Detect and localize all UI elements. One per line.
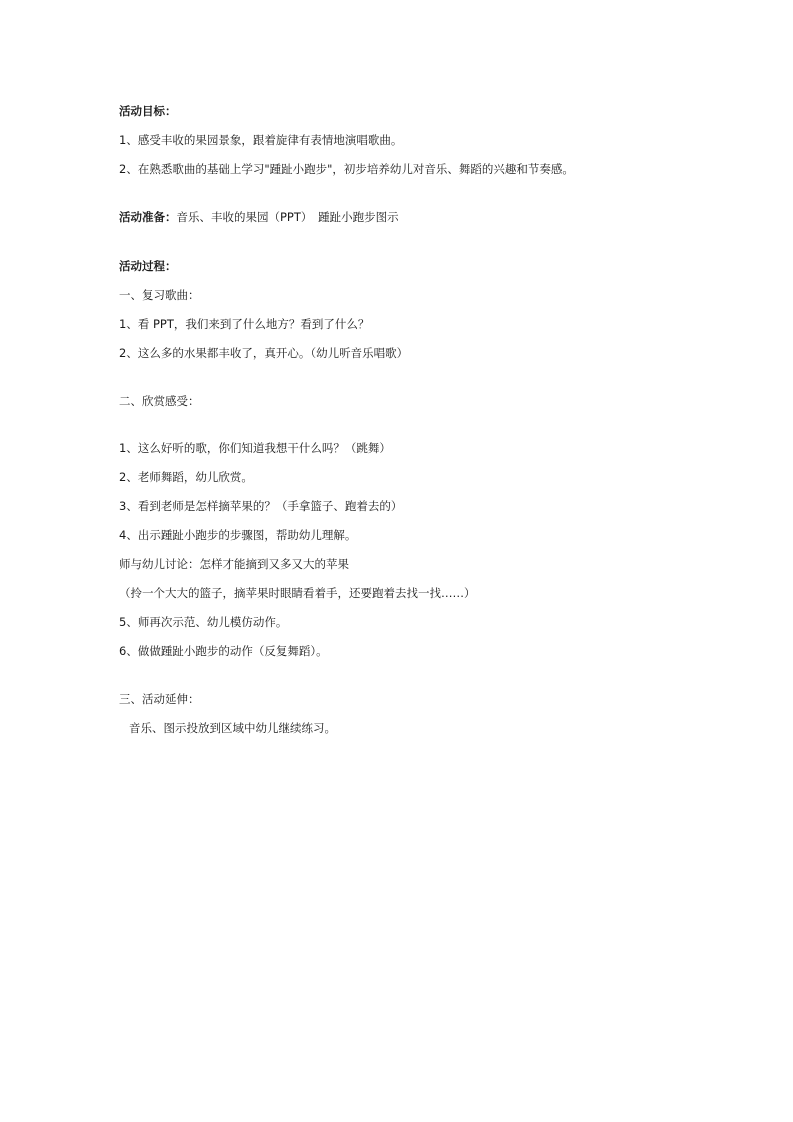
prep-paragraph <box>119 209 399 225</box>
goal-heading: 活动目标： <box>119 104 177 118</box>
discussion-detail: （拎一个大大的篮子，摘苹果时眼睛看着手，还要跑着去找一找……） <box>119 586 476 600</box>
list-item: 4、出示踵趾小跑步的步骤图，帮助幼儿理解。 <box>119 528 357 542</box>
goal-item: 2、在熟悉歌曲的基础上学习"踵趾小跑步"，初步培养幼儿对音乐、舞蹈的兴趣和节奏感。 <box>119 162 574 176</box>
section-title: 二、欣赏感受： <box>119 394 200 408</box>
section-title: 三、活动延伸： <box>119 692 200 706</box>
list-item: 2、这么多的水果都丰收了，真开心。（幼儿听音乐唱歌） <box>119 346 409 360</box>
list-item: 5、师再次示范、幼儿模仿动作。 <box>119 615 288 629</box>
list-item: 1、这么好听的歌，你们知道我想干什么吗？（跳舞） <box>119 441 391 455</box>
discussion-line: 师与幼儿讨论：怎样才能摘到又多又大的苹果 <box>119 557 349 571</box>
list-item: 3、看到老师是怎样摘苹果的？（手拿篮子、跑着去的） <box>119 499 403 513</box>
section-title: 一、复习歌曲： <box>119 288 200 302</box>
extension-text: 音乐、图示投放到区域中幼儿继续练习。 <box>129 721 336 735</box>
prep-heading: 活动准备： <box>119 210 177 224</box>
list-item: 2、老师舞蹈，幼儿欣赏。 <box>119 470 253 484</box>
list-item: 1、看 PPT，我们来到了什么地方？看到了什么？ <box>119 317 370 331</box>
process-heading: 活动过程： <box>119 259 177 273</box>
prep-text: 音乐、丰收的果园（PPT） 踵趾小跑步图示 <box>176 210 399 224</box>
goal-item: 1、感受丰收的果园景象，跟着旋律有表情地演唱歌曲。 <box>119 133 403 147</box>
list-item: 6、做做踵趾小跑步的动作（反复舞蹈）。 <box>119 644 328 658</box>
